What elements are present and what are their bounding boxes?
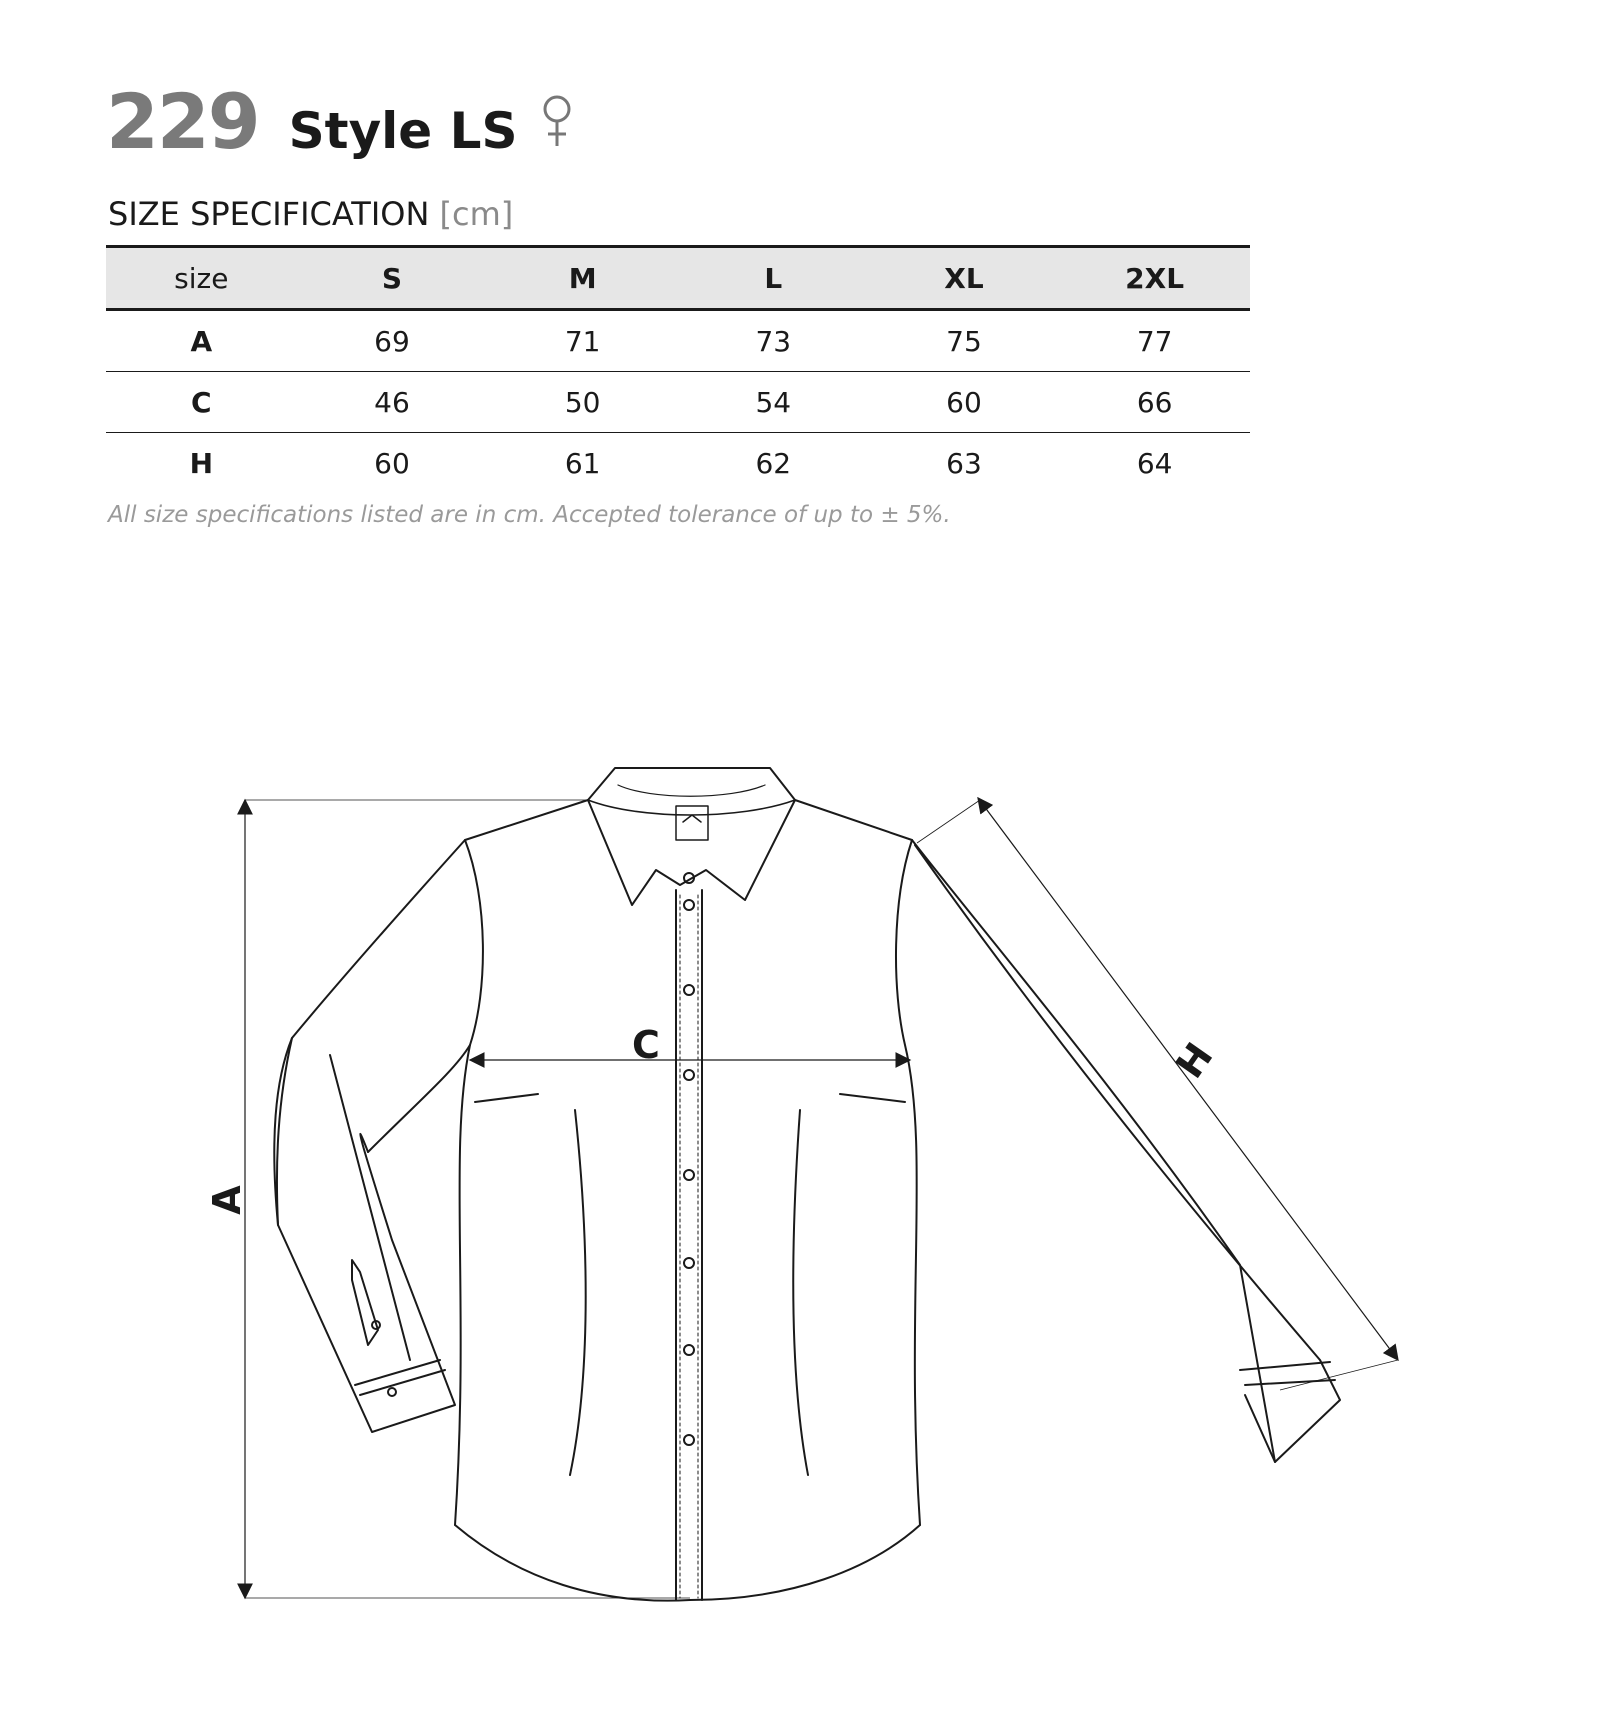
size-table bbox=[106, 245, 1250, 493]
row-label: A bbox=[106, 310, 297, 372]
dimension-label-c: C bbox=[632, 1023, 660, 1067]
row-label: H bbox=[189, 446, 214, 480]
table-cell: 46 bbox=[297, 372, 488, 433]
table-cell: 69 bbox=[297, 310, 488, 372]
spec-unit: [cm] bbox=[439, 195, 514, 233]
column-header: S bbox=[297, 247, 488, 310]
column-header: L bbox=[678, 247, 869, 310]
dimension-label-a: A bbox=[205, 1185, 249, 1215]
table-row bbox=[106, 433, 1250, 494]
tolerance-note: All size specifications listed are in cm. Accepted tolerance of up to ± 5%. bbox=[108, 502, 951, 528]
table-cell: 75 bbox=[869, 310, 1060, 372]
table-cell: 73 bbox=[678, 310, 869, 372]
table-row bbox=[106, 310, 1250, 372]
table-cell: 60 bbox=[869, 372, 1060, 433]
row-label: C bbox=[106, 372, 297, 433]
product-header bbox=[106, 70, 574, 166]
table-cell: 66 bbox=[1059, 372, 1250, 433]
spec-title-text: SIZE SPECIFICATION bbox=[108, 195, 430, 233]
table-cell: 50 bbox=[487, 372, 678, 433]
product-name: Style LS bbox=[288, 102, 518, 160]
table-cell: 63 bbox=[946, 446, 982, 480]
table-cell: 54 bbox=[678, 372, 869, 433]
column-header: XL bbox=[869, 247, 1060, 310]
table-cell: 71 bbox=[487, 310, 678, 372]
table-cell: 77 bbox=[1059, 310, 1250, 372]
table-cell: 60 bbox=[374, 446, 410, 480]
column-header: size bbox=[106, 247, 297, 310]
shirt-drawing bbox=[0, 700, 1600, 1710]
size-table-header bbox=[106, 247, 1250, 310]
column-header: M bbox=[487, 247, 678, 310]
table-cell: 62 bbox=[755, 446, 792, 480]
female-symbol-icon bbox=[540, 94, 574, 154]
product-code: 229 bbox=[106, 77, 259, 166]
column-header: 2XL bbox=[1059, 247, 1250, 310]
dimension-lines bbox=[245, 798, 1398, 1598]
spec-title bbox=[108, 195, 514, 233]
table-row bbox=[106, 372, 1250, 433]
table-cell: 64 bbox=[1136, 446, 1173, 480]
dimension-label-h: H bbox=[1167, 1034, 1222, 1087]
shirt-outline bbox=[274, 768, 1340, 1601]
table-cell: 61 bbox=[564, 446, 601, 480]
